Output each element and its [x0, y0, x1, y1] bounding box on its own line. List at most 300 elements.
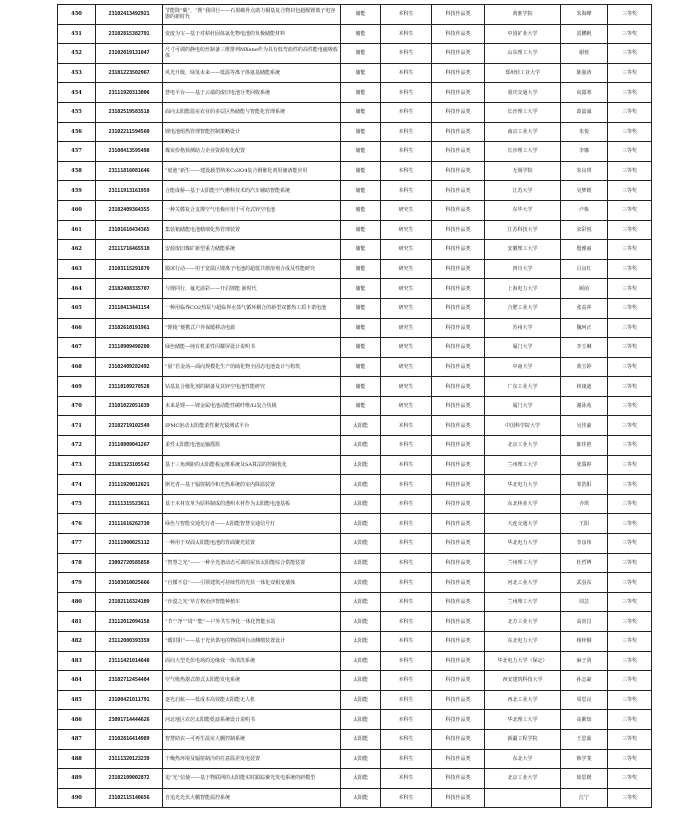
row-number: 489 — [58, 769, 96, 789]
project-id: 23102519583518 — [96, 102, 163, 122]
work-type: 科技作品类 — [432, 455, 485, 475]
team-leader: 麻子剑 — [561, 651, 608, 671]
team-leader: 徐思媛 — [561, 769, 608, 789]
row-number: 453 — [58, 63, 96, 83]
work-type: 科技作品类 — [432, 24, 485, 44]
field-category: 太阳能 — [341, 632, 381, 652]
school-name: 长沙理工大学 — [485, 142, 561, 162]
field-category: 太阳能 — [341, 612, 381, 632]
award-level: 三等奖 — [608, 102, 652, 122]
project-id: 23110809041267 — [96, 436, 163, 456]
field-category: 太阳能 — [341, 769, 381, 789]
table-row — [58, 181, 652, 201]
team-leader: 朱海峰 — [561, 5, 608, 25]
row-number: 454 — [58, 83, 96, 103]
award-level: 三等奖 — [608, 122, 652, 142]
row-number: 482 — [58, 632, 96, 652]
row-number: 464 — [58, 279, 96, 299]
project-id: 23111920012621 — [96, 475, 163, 495]
school-name: 新疆工程学院 — [485, 729, 561, 749]
work-type: 科技作品类 — [432, 357, 485, 377]
work-type: 科技作品类 — [432, 612, 485, 632]
team-leader: 杜哲博 — [561, 553, 608, 573]
project-id: 23111421014648 — [96, 651, 163, 671]
student-level: 本科生 — [381, 534, 432, 554]
row-number: 458 — [58, 161, 96, 181]
table-row — [58, 436, 652, 456]
student-level: 本科生 — [381, 63, 432, 83]
award-level: 三等奖 — [608, 455, 652, 475]
award-level: 三等奖 — [608, 181, 652, 201]
student-level: 本科生 — [381, 729, 432, 749]
student-level: 本科生 — [381, 5, 432, 25]
row-number: 483 — [58, 651, 96, 671]
field-category: 太阳能 — [341, 592, 381, 612]
table-row — [58, 455, 652, 475]
row-number: 484 — [58, 671, 96, 691]
award-level: 三等奖 — [608, 671, 652, 691]
student-level: 本科生 — [381, 475, 432, 495]
table-row — [58, 788, 652, 808]
table-row — [58, 279, 652, 299]
field-category: 储能 — [341, 181, 381, 201]
work-type: 科技作品类 — [432, 5, 485, 25]
row-number: 460 — [58, 200, 96, 220]
school-name: 上海电力大学 — [485, 279, 561, 299]
row-number: 459 — [58, 181, 96, 201]
team-leader: 宋彩悦 — [561, 220, 608, 240]
student-level: 本科生 — [381, 671, 432, 691]
work-type: 科技作品类 — [432, 142, 485, 162]
row-number: 452 — [58, 44, 96, 64]
project-title: 面向大型光伏电场的边缘戏一体清洗系统 — [163, 651, 341, 671]
field-category: 太阳能 — [341, 729, 381, 749]
school-name: 东北电力大学 — [485, 632, 561, 652]
student-level: 本科生 — [381, 573, 432, 593]
award-level: 三等奖 — [608, 298, 652, 318]
project-id: 23101223502967 — [96, 63, 163, 83]
school-name: 黄淮学院 — [485, 5, 561, 25]
field-category: 太阳能 — [341, 671, 381, 691]
field-category: 储能 — [341, 396, 381, 416]
row-number: 450 — [58, 5, 96, 25]
work-type: 科技作品类 — [432, 83, 485, 103]
award-level: 三等奖 — [608, 729, 652, 749]
team-leader: 李娜 — [561, 142, 608, 162]
student-level: 本科生 — [381, 494, 432, 514]
award-level: 三等奖 — [608, 161, 652, 181]
row-number: 457 — [58, 142, 96, 162]
school-name: 东华大学 — [485, 200, 561, 220]
school-name: 长沙理工大学 — [485, 102, 561, 122]
student-level: 本科生 — [381, 553, 432, 573]
project-title: “废池”新生——建设载型纳米Co3O4复合钢催化剂用储备能应用 — [163, 161, 341, 181]
work-type: 科技作品类 — [432, 788, 485, 808]
team-leader: 高紫知 — [561, 710, 608, 730]
award-level: 三等奖 — [608, 436, 652, 456]
school-name: 北京工业大学 — [485, 436, 561, 456]
student-level: 本科生 — [381, 788, 432, 808]
table-row — [58, 710, 652, 730]
award-level: 三等奖 — [608, 632, 652, 652]
project-id: 23102712454404 — [96, 671, 163, 691]
student-level: 本科生 — [381, 142, 432, 162]
field-category: 太阳能 — [341, 690, 381, 710]
row-number: 467 — [58, 338, 96, 358]
project-id: 23103010025666 — [96, 573, 163, 593]
award-level: 三等奖 — [608, 318, 652, 338]
table-row — [58, 63, 652, 83]
project-id: 23110109270528 — [96, 377, 163, 397]
row-number: 490 — [58, 788, 96, 808]
field-category: 储能 — [341, 200, 381, 220]
award-level: 三等奖 — [608, 83, 652, 103]
table-row — [58, 220, 652, 240]
project-title: 节能降“碳”，“锂”我同行——石墨碳骨点助力铜基复合物封包超级锂离子电容器的新时代 — [163, 5, 341, 25]
team-leader: 卢栋 — [561, 200, 608, 220]
field-category: 太阳能 — [341, 436, 381, 456]
school-name: 河北工业大学 — [485, 573, 561, 593]
project-id: 23112000393359 — [96, 632, 163, 652]
school-name: 广东工业大学 — [485, 377, 561, 397]
table-row — [58, 416, 652, 436]
table-row — [58, 475, 652, 495]
field-category: 储能 — [341, 298, 381, 318]
table-row — [58, 612, 652, 632]
student-level: 本科生 — [381, 651, 432, 671]
row-number: 481 — [58, 612, 96, 632]
student-level: 研究生 — [381, 396, 432, 416]
field-category: 储能 — [341, 357, 381, 377]
award-level: 三等奖 — [608, 710, 652, 730]
project-title: “暖洪阳”——基于光伏供电的物联网自动侧喂装置设计 — [163, 632, 341, 652]
student-level: 本科生 — [381, 44, 432, 64]
row-number: 474 — [58, 475, 96, 495]
project-id: 23110413441154 — [96, 298, 163, 318]
student-level: 本科生 — [381, 632, 432, 652]
field-category: 太阳能 — [341, 534, 381, 554]
project-id: 23111900025112 — [96, 534, 163, 554]
row-number: 469 — [58, 377, 96, 397]
school-name: 华北电力大学（保定） — [485, 651, 561, 671]
team-leader: 陈强涛 — [561, 63, 608, 83]
award-level: 三等奖 — [608, 396, 652, 416]
student-level: 本科生 — [381, 24, 432, 44]
project-title: 尺寸可调的静电纺丝制备三维排列MXene作为具有低弯曲性的高性能电磁吸收体 — [163, 44, 341, 64]
field-category: 储能 — [341, 161, 381, 181]
table-row — [58, 83, 652, 103]
project-id: 23102409364355 — [96, 200, 163, 220]
award-level: 三等奖 — [608, 357, 652, 377]
project-title: 钴基复合催化剂的制备及其锌空电池性能研究 — [163, 377, 341, 397]
row-number: 486 — [58, 710, 96, 730]
team-leader: 杨梓桐 — [561, 632, 608, 652]
awards-table-body — [58, 5, 652, 808]
project-id: 23102211594560 — [96, 122, 163, 142]
team-leader: 张益萍 — [561, 298, 608, 318]
field-category: 储能 — [341, 259, 381, 279]
row-number: 476 — [58, 514, 96, 534]
team-leader: 谢蓉 — [561, 44, 608, 64]
project-title: 绿色储能—纯有机柔性闪耀屏设计说明书 — [163, 338, 341, 358]
work-type: 科技作品类 — [432, 514, 485, 534]
school-name: 北方工业大学 — [485, 612, 561, 632]
team-leader: 周思良 — [561, 690, 608, 710]
field-category: 太阳能 — [341, 788, 381, 808]
school-name: 华北理工大学 — [485, 710, 561, 730]
award-level: 三等奖 — [608, 44, 652, 64]
table-row — [58, 102, 652, 122]
field-category: 储能 — [341, 44, 381, 64]
student-level: 本科生 — [381, 436, 432, 456]
work-type: 科技作品类 — [432, 573, 485, 593]
row-number: 473 — [58, 455, 96, 475]
work-type: 科技作品类 — [432, 475, 485, 495]
award-level: 三等奖 — [608, 279, 652, 299]
project-title: 绿色与智能交通先行者——太阳能智慧交通信号灯 — [163, 514, 341, 534]
table-row — [58, 44, 652, 64]
field-category: 储能 — [341, 63, 381, 83]
table-row — [58, 396, 652, 416]
table-row — [58, 259, 652, 279]
team-leader: 齐琪 — [561, 494, 608, 514]
field-category: 储能 — [341, 5, 381, 25]
project-id: 23112012094158 — [96, 612, 163, 632]
school-name: 山东理工大学 — [485, 44, 561, 64]
school-name: 江苏大学 — [485, 181, 561, 201]
project-title: “锂棱”便携式户外保暖移动电源 — [163, 318, 341, 338]
row-number: 451 — [58, 24, 96, 44]
project-title: 变废为宝—基于对秸秆固体氯化物电池的负极储能材料 — [163, 24, 341, 44]
table-row — [58, 729, 652, 749]
table-row — [58, 377, 652, 397]
team-leader: 王思茹 — [561, 729, 608, 749]
student-level: 本科生 — [381, 592, 432, 612]
work-type: 科技作品类 — [432, 338, 485, 358]
field-category: 储能 — [341, 220, 381, 240]
table-row — [58, 749, 652, 769]
school-name: 兰州理工大学 — [485, 553, 561, 573]
school-name: 四川大学 — [485, 259, 561, 279]
work-type: 科技作品类 — [432, 436, 485, 456]
award-level: 三等奖 — [608, 514, 652, 534]
field-category: 太阳能 — [341, 573, 381, 593]
table-row — [58, 671, 652, 691]
row-number: 487 — [58, 729, 96, 749]
project-title: 空气吸热器式熔式太阳能发电系统 — [163, 671, 341, 691]
team-leader: 孙志豪 — [561, 671, 608, 691]
project-title: 干燥热环境及辐射制冷的任意温差发电装置 — [163, 749, 341, 769]
project-title: “沙漠之光”草方格治沙智能种植车 — [163, 592, 341, 612]
student-level: 本科生 — [381, 514, 432, 534]
field-category: 储能 — [341, 102, 381, 122]
school-name: 华北电力大学 — [485, 475, 561, 495]
table-row — [58, 122, 652, 142]
table-row — [58, 690, 652, 710]
work-type: 科技作品类 — [432, 44, 485, 64]
field-category: 储能 — [341, 24, 381, 44]
award-level: 三等奖 — [608, 240, 652, 260]
project-title: 河北地区农居太阳能乾滤系统设计说明书 — [163, 710, 341, 730]
team-leader: 殷雅丽 — [561, 240, 608, 260]
field-category: 储能 — [341, 83, 381, 103]
field-category: 太阳能 — [341, 514, 381, 534]
project-id: 23102816414989 — [96, 729, 163, 749]
work-type: 科技作品类 — [432, 494, 485, 514]
field-category: 太阳能 — [341, 494, 381, 514]
work-type: 科技作品类 — [432, 769, 485, 789]
project-id: 23111913161959 — [96, 181, 163, 201]
field-category: 储能 — [341, 142, 381, 162]
project-id: 23102116324109 — [96, 592, 163, 612]
project-title: 斯光者—基于辐射制冷和光热系统的室内降温装置 — [163, 475, 341, 495]
award-level: 三等奖 — [608, 5, 652, 25]
table-row — [58, 494, 652, 514]
school-name: 兰州理工大学 — [485, 592, 561, 612]
row-number: 478 — [58, 553, 96, 573]
project-id: 23102610191961 — [96, 318, 163, 338]
school-name: 北京工业大学 — [485, 769, 561, 789]
field-category: 太阳能 — [341, 416, 381, 436]
school-name: 大连交通大学 — [485, 514, 561, 534]
team-leader: 李彦伟 — [561, 534, 608, 554]
table-row — [58, 592, 652, 612]
school-name: 东北大学 — [485, 749, 561, 769]
field-category: 储能 — [341, 240, 381, 260]
work-type: 科技作品类 — [432, 377, 485, 397]
project-id: 23102019131047 — [96, 44, 163, 64]
student-level: 研究生 — [381, 220, 432, 240]
project-id: 23102409282492 — [96, 357, 163, 377]
row-number: 475 — [58, 494, 96, 514]
school-name: 南京工业大学 — [485, 122, 561, 142]
work-type: 科技作品类 — [432, 161, 485, 181]
table-row — [58, 142, 652, 162]
team-leader: 魏珂正 — [561, 318, 608, 338]
project-id: 23110909498200 — [96, 338, 163, 358]
school-name: 安徽理工大学 — [485, 240, 561, 260]
project-title: 煤炭价格预测助力企业资源优化配置 — [163, 142, 341, 162]
project-title: “固”若金汤—面向规模化生产的硫化物全固态电池设计与构筑 — [163, 357, 341, 377]
team-leader: 顾茵 — [561, 279, 608, 299]
project-id: 23102109002872 — [96, 769, 163, 789]
project-id: 23101022051639 — [96, 396, 163, 416]
project-title: 锻冰行动——用于宽温区锂离子电池的超低共熔溶剂合成及性能研究 — [163, 259, 341, 279]
project-title: 基于三角测距的太阳能板运维系统及SA算法的控制优化 — [163, 455, 341, 475]
team-leader: 陈佳艳 — [561, 436, 608, 456]
student-level: 本科生 — [381, 455, 432, 475]
team-leader: 吴佳豪 — [561, 416, 608, 436]
award-level: 三等奖 — [608, 475, 652, 495]
table-row — [58, 200, 652, 220]
field-category: 太阳能 — [341, 475, 381, 495]
award-level: 三等奖 — [608, 553, 652, 573]
team-leader: 武羽东 — [561, 573, 608, 593]
row-number: 488 — [58, 749, 96, 769]
student-level: 本科生 — [381, 102, 432, 122]
field-category: 储能 — [341, 279, 381, 299]
award-level: 三等奖 — [608, 220, 652, 240]
project-id: 23102115140656 — [96, 788, 163, 808]
team-leader: 雷鹏帆 — [561, 24, 608, 44]
team-leader: 朱悦 — [561, 122, 608, 142]
field-category: 储能 — [341, 338, 381, 358]
project-title: IPMC驱动太阳能柔性聚光镜测试平台 — [163, 416, 341, 436]
award-level: 三等奖 — [608, 338, 652, 358]
student-level: 研究生 — [381, 377, 432, 397]
project-id: 23111716465510 — [96, 240, 163, 260]
team-leader: 李玉琳 — [561, 338, 608, 358]
award-level: 三等奖 — [608, 573, 652, 593]
project-id: 23111816081646 — [96, 161, 163, 181]
row-number: 470 — [58, 396, 96, 416]
table-row — [58, 553, 652, 573]
school-name: 重庆交通大学 — [485, 83, 561, 103]
school-name: 厦门大学 — [485, 396, 561, 416]
project-id: 23111315523611 — [96, 494, 163, 514]
student-level: 研究生 — [381, 338, 432, 358]
team-leader: 王阳 — [561, 514, 608, 534]
table-row — [58, 769, 652, 789]
project-title: 逐光启航——低成本高效能太阳能无人机 — [163, 690, 341, 710]
project-id: 23091714444626 — [96, 710, 163, 730]
work-type: 科技作品类 — [432, 298, 485, 318]
row-number: 465 — [58, 298, 96, 318]
row-number: 466 — [58, 318, 96, 338]
project-title: 合能成桥—基于太阳能空气槽科技术的汽车辅助智能系统 — [163, 181, 341, 201]
team-leader: 谢泳苑 — [561, 396, 608, 416]
work-type: 科技作品类 — [432, 632, 485, 652]
work-type: 科技作品类 — [432, 122, 485, 142]
field-category: 太阳能 — [341, 749, 381, 769]
table-row — [58, 651, 652, 671]
work-type: 科技作品类 — [432, 671, 485, 691]
row-number: 479 — [58, 573, 96, 593]
award-level: 三等奖 — [608, 534, 652, 554]
team-leader: 周芸 — [561, 592, 608, 612]
project-title: 一种用临界CO2热泵与超临界水蒸气循环耦合的新型双蓄热工质卡诺电池 — [163, 298, 341, 318]
row-number: 477 — [58, 534, 96, 554]
row-number: 472 — [58, 436, 96, 456]
student-level: 本科生 — [381, 83, 432, 103]
project-title: 锂电池组热管理智能控制策略设计 — [163, 122, 341, 142]
team-leader: 韩学斐 — [561, 749, 608, 769]
work-type: 科技作品类 — [432, 416, 485, 436]
project-title: 一种用于双面太阳能电池的背面聚光装置 — [163, 534, 341, 554]
team-leader: 高寅昌 — [561, 612, 608, 632]
student-level: 研究生 — [381, 259, 432, 279]
project-id: 23111320123239 — [96, 749, 163, 769]
team-leader: 向露寒 — [561, 83, 608, 103]
school-name: 西安建筑科技大学 — [485, 671, 561, 691]
work-type: 科技作品类 — [432, 63, 485, 83]
work-type: 科技作品类 — [432, 690, 485, 710]
school-name: 江苏科技大学 — [485, 220, 561, 240]
field-category: 太阳能 — [341, 455, 381, 475]
student-level: 研究生 — [381, 279, 432, 299]
table-row — [58, 318, 652, 338]
awards-table-page — [57, 4, 651, 808]
row-number: 480 — [58, 592, 96, 612]
award-level: 三等奖 — [608, 651, 652, 671]
student-level: 研究生 — [381, 357, 432, 377]
student-level: 本科生 — [381, 690, 432, 710]
award-level: 三等奖 — [608, 259, 652, 279]
award-level: 三等奖 — [608, 377, 652, 397]
work-type: 科技作品类 — [432, 220, 485, 240]
school-name: 兰州理工大学 — [485, 455, 561, 475]
award-level: 三等奖 — [608, 200, 652, 220]
